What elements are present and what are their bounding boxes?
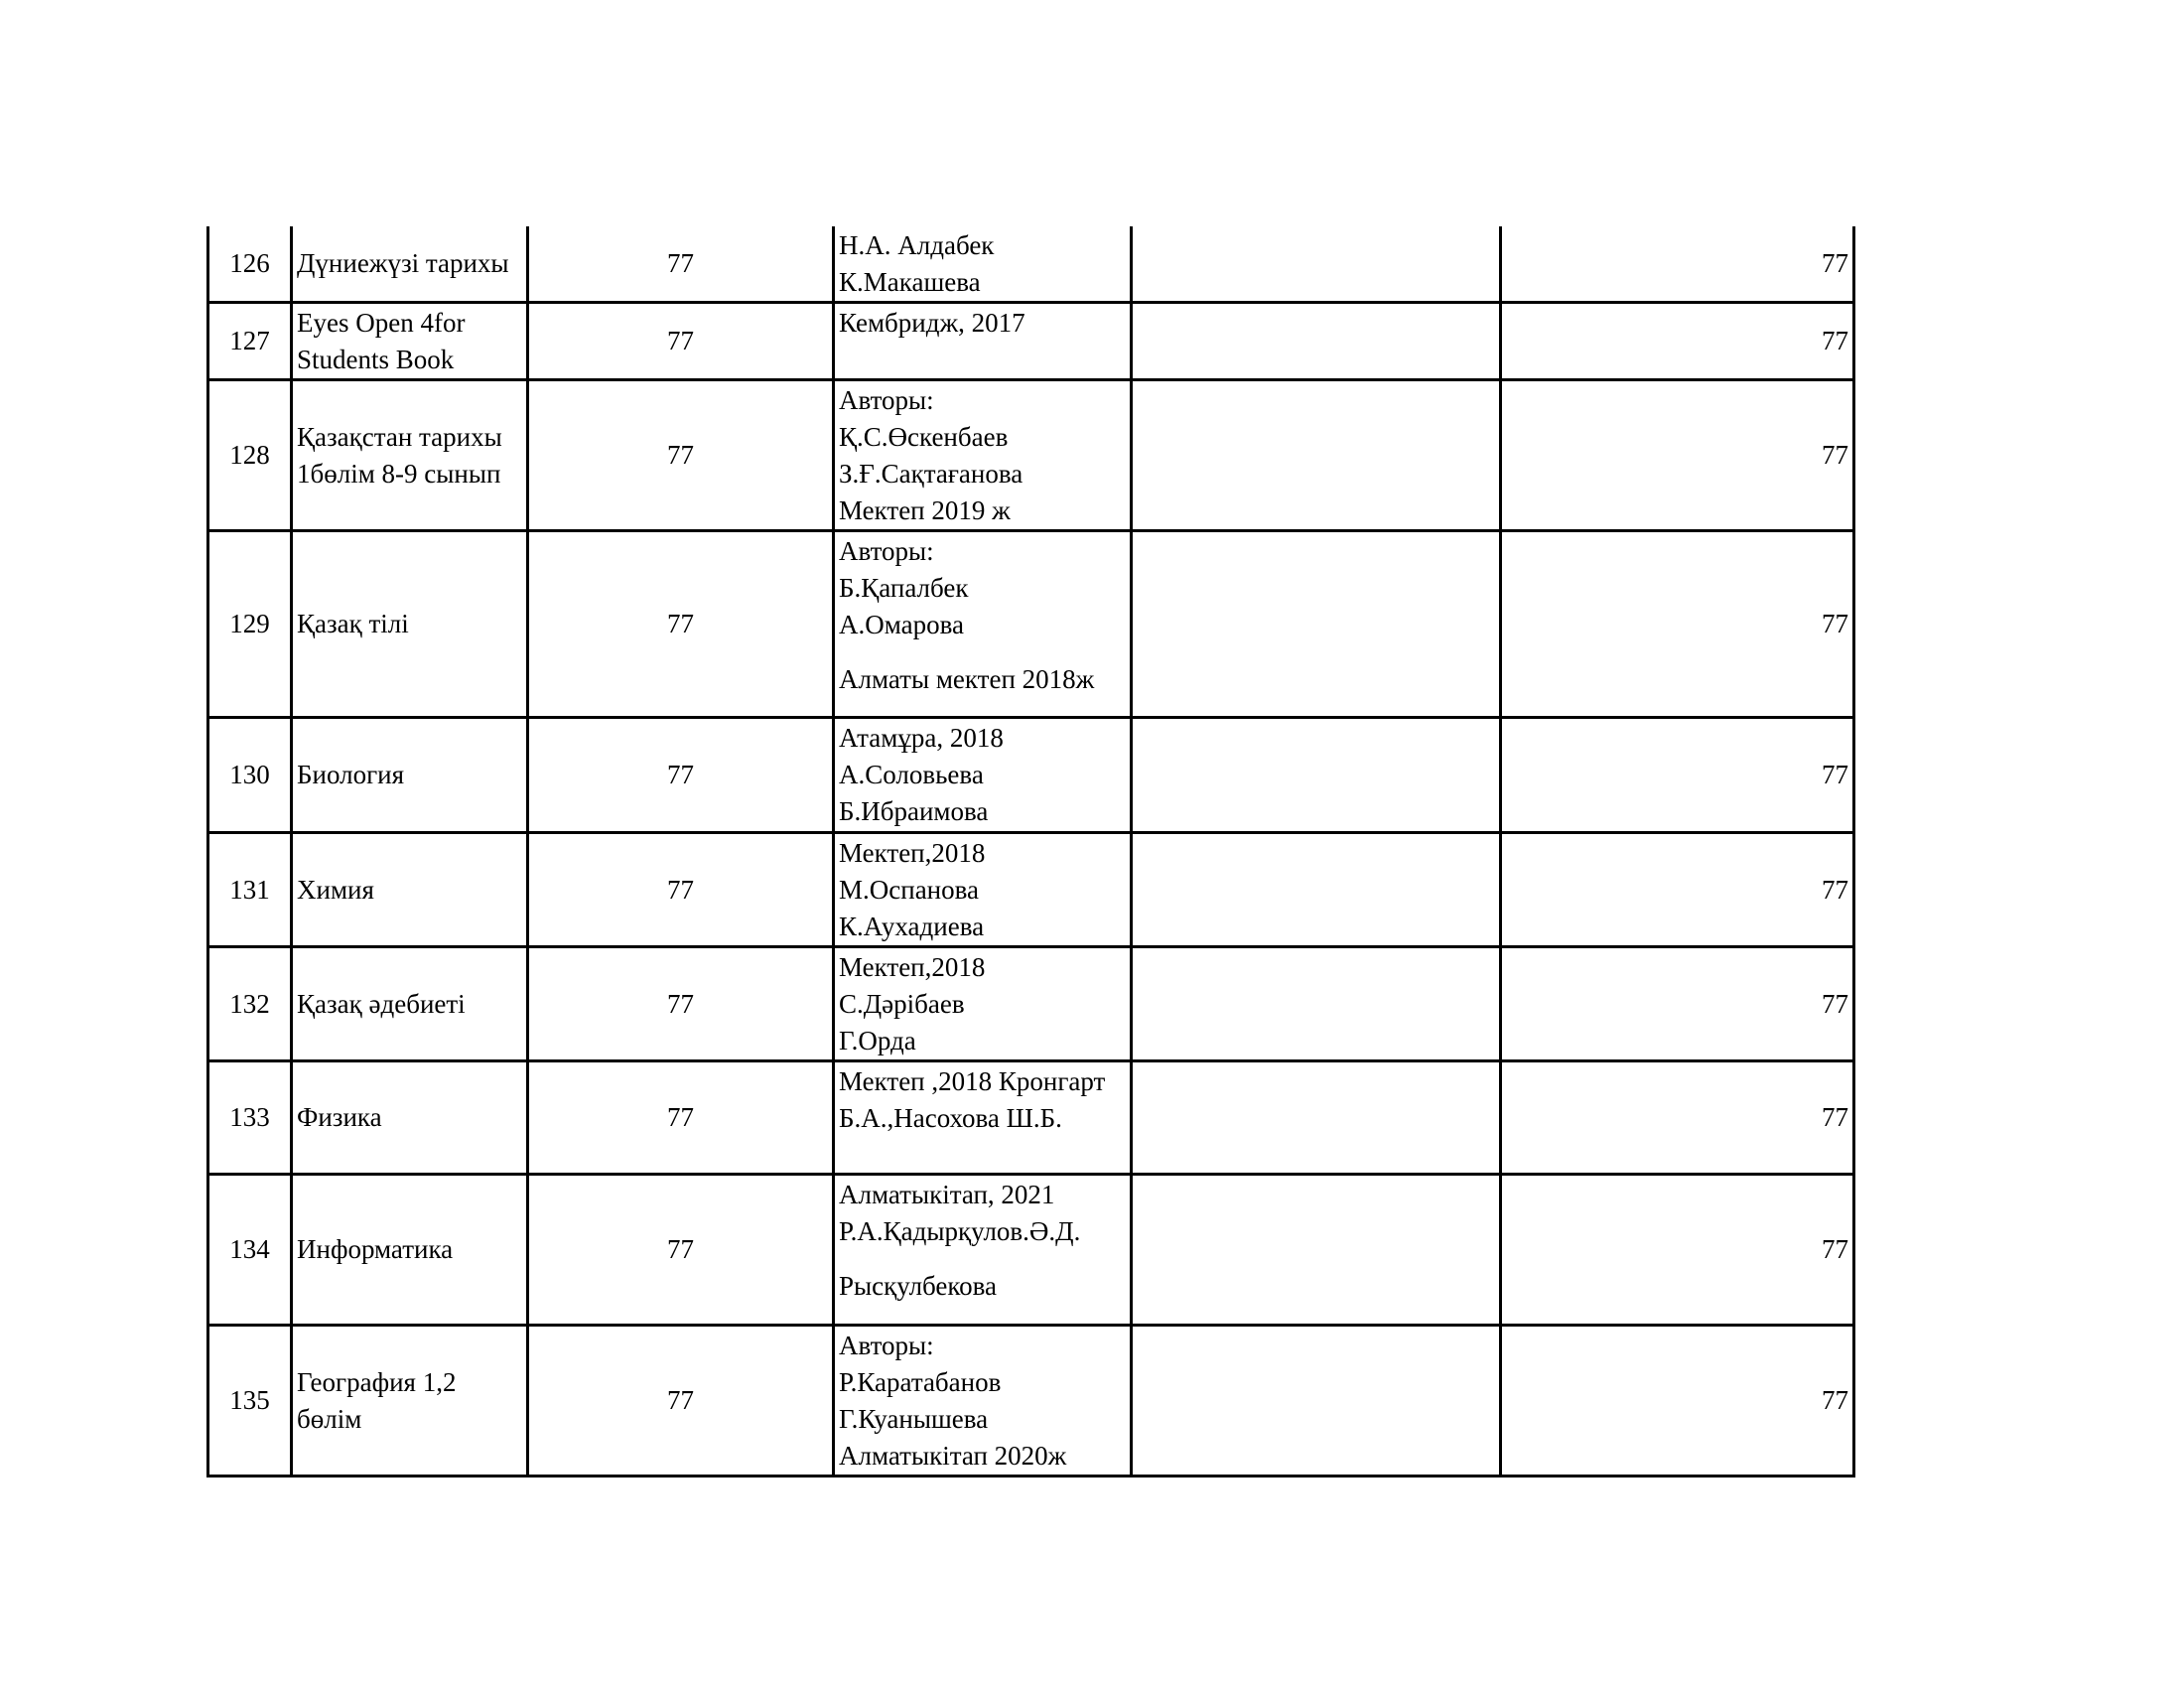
row-number-cell: 128: [208, 380, 292, 531]
publisher-authors-line: Б.Қапалбек: [839, 573, 969, 603]
table-row: [208, 1175, 1854, 1326]
publisher-authors-line: Мектеп,2018: [839, 838, 986, 868]
publisher-authors-line: Авторы:: [839, 536, 934, 566]
publisher-authors-line: Авторы:: [839, 385, 934, 415]
publisher-authors-cell: [834, 531, 1132, 718]
book-title-line: Students Book: [297, 344, 455, 374]
quantity-cell: 77: [528, 833, 834, 947]
table-row: [208, 718, 1854, 833]
row-number-cell: 131: [208, 833, 292, 947]
table-body: [208, 226, 1854, 1477]
quantity-cell: 77: [528, 1326, 834, 1477]
book-title-line: Дүниежүзі тарихы: [297, 248, 509, 278]
total-quantity-cell: 77: [1501, 226, 1854, 303]
publisher-authors-line: М.Оспанова: [839, 875, 979, 905]
row-number-cell: 127: [208, 303, 292, 380]
publisher-authors-line: Алматы мектеп 2018ж: [839, 664, 1095, 694]
quantity-cell: 77: [528, 718, 834, 833]
book-title-line: Химия: [297, 874, 374, 905]
book-title-cell: [292, 1326, 528, 1477]
publisher-authors-line: Атамұра, 2018: [839, 723, 1004, 753]
quantity-cell: 77: [528, 380, 834, 531]
book-title-line: бөлім: [297, 1403, 362, 1434]
publisher-authors-cell: [834, 718, 1132, 833]
publisher-authors-line: Г.Орда: [839, 1026, 916, 1055]
line-gap: [839, 643, 1126, 661]
publisher-authors-line: З.Ғ.Сақтағанова: [839, 459, 1024, 489]
total-quantity-cell: 77: [1501, 1061, 1854, 1175]
table-row: [208, 1326, 1854, 1477]
quantity-cell: 77: [528, 1061, 834, 1175]
row-number-cell: 130: [208, 718, 292, 833]
total-quantity-cell: 77: [1501, 833, 1854, 947]
publisher-authors-line: Авторы:: [839, 1331, 934, 1360]
blank-cell-cell: [1132, 833, 1501, 947]
book-title-cell: [292, 380, 528, 531]
publisher-authors-line: Алматыкітап 2020ж: [839, 1441, 1067, 1471]
book-title-line: Физика: [297, 1102, 382, 1132]
row-number-cell: 133: [208, 1061, 292, 1175]
publisher-authors-line: Кембридж, 2017: [839, 308, 1025, 338]
book-title-cell: [292, 303, 528, 380]
quantity-cell: 77: [528, 303, 834, 380]
publisher-authors-line: А.Омарова: [839, 610, 965, 639]
table-row: [208, 1061, 1854, 1175]
publisher-authors-line: К.Аухадиева: [839, 912, 985, 941]
publisher-authors-line: С.Дәрібаев: [839, 989, 965, 1019]
publisher-authors-line: Рысқулбекова: [839, 1271, 998, 1301]
textbook-table-container: [206, 226, 1855, 1477]
publisher-authors-cell: [834, 1175, 1132, 1326]
blank-cell-cell: [1132, 531, 1501, 718]
book-title-line: Биология: [297, 760, 405, 789]
publisher-authors-line: Н.А. Алдабек: [839, 230, 995, 260]
total-quantity-cell: 77: [1501, 947, 1854, 1061]
quantity-cell: 77: [528, 531, 834, 718]
row-number-cell: 134: [208, 1175, 292, 1326]
blank-cell-cell: [1132, 1326, 1501, 1477]
book-title-line: Информатика: [297, 1234, 454, 1264]
publisher-authors-cell: [834, 303, 1132, 380]
publisher-authors-cell: [834, 226, 1132, 303]
publisher-authors-cell: [834, 380, 1132, 531]
row-number-cell: 132: [208, 947, 292, 1061]
book-title-cell: [292, 531, 528, 718]
book-title-line: География 1,2: [297, 1366, 457, 1397]
textbook-table: [206, 226, 1855, 1477]
row-number-cell: 126: [208, 226, 292, 303]
publisher-authors-line: Р.А.Қадырқулов.Ә.Д.: [839, 1216, 1081, 1246]
line-gap: [839, 1250, 1126, 1268]
publisher-authors-cell: [834, 833, 1132, 947]
publisher-authors-line: Мектеп 2019 ж: [839, 495, 1011, 525]
blank-cell-cell: [1132, 1061, 1501, 1175]
publisher-authors-line: Қ.С.Өскенбаев: [839, 422, 1009, 452]
book-title-cell: [292, 947, 528, 1061]
table-row: [208, 531, 1854, 718]
book-title-line: Қазақ әдебиеті: [297, 988, 466, 1019]
book-title-cell: [292, 1175, 528, 1326]
blank-cell-cell: [1132, 303, 1501, 380]
book-title-cell: [292, 226, 528, 303]
publisher-authors-cell: [834, 947, 1132, 1061]
book-title-cell: [292, 1061, 528, 1175]
publisher-authors-line: Алматыкітап, 2021: [839, 1180, 1055, 1209]
total-quantity-cell: 77: [1501, 718, 1854, 833]
table-row: [208, 380, 1854, 531]
blank-cell-cell: [1132, 718, 1501, 833]
table-row: [208, 303, 1854, 380]
blank-cell-cell: [1132, 1175, 1501, 1326]
publisher-authors-line: Б.Ибраимова: [839, 796, 989, 826]
book-title-line: Қазақ тілі: [297, 609, 409, 638]
publisher-authors-line: Р.Каратабанов: [839, 1367, 1002, 1397]
table-row: [208, 833, 1854, 947]
row-number-cell: 129: [208, 531, 292, 718]
blank-cell-cell: [1132, 226, 1501, 303]
quantity-cell: 77: [528, 1175, 834, 1326]
quantity-cell: 77: [528, 226, 834, 303]
publisher-authors-cell: [834, 1326, 1132, 1477]
blank-cell-cell: [1132, 947, 1501, 1061]
book-title-cell: [292, 833, 528, 947]
book-title-line: Қазақстан тарихы: [297, 421, 502, 452]
table-row: [208, 226, 1854, 303]
blank-cell-cell: [1132, 380, 1501, 531]
publisher-authors-line: Г.Куанышева: [839, 1404, 989, 1434]
publisher-authors-line: К.Макашева: [839, 267, 981, 297]
publisher-authors-line: А.Соловьева: [839, 760, 984, 789]
book-title-cell: [292, 718, 528, 833]
table-row: [208, 947, 1854, 1061]
total-quantity-cell: 77: [1501, 1175, 1854, 1326]
total-quantity-cell: 77: [1501, 1326, 1854, 1477]
total-quantity-cell: 77: [1501, 380, 1854, 531]
publisher-authors-line: Мектеп,2018: [839, 952, 986, 982]
total-quantity-cell: 77: [1501, 303, 1854, 380]
publisher-authors-line: Б.А.,Насохова Ш.Б.: [839, 1103, 1062, 1133]
row-number-cell: 135: [208, 1326, 292, 1477]
book-title-line: Eyes Open 4for: [297, 307, 466, 338]
quantity-cell: 77: [528, 947, 834, 1061]
total-quantity-cell: 77: [1501, 531, 1854, 718]
publisher-authors-cell: [834, 1061, 1132, 1175]
publisher-authors-line: Мектеп ,2018 Кронгарт: [839, 1066, 1106, 1096]
book-title-line: 1бөлім 8-9 сынып: [297, 458, 501, 489]
